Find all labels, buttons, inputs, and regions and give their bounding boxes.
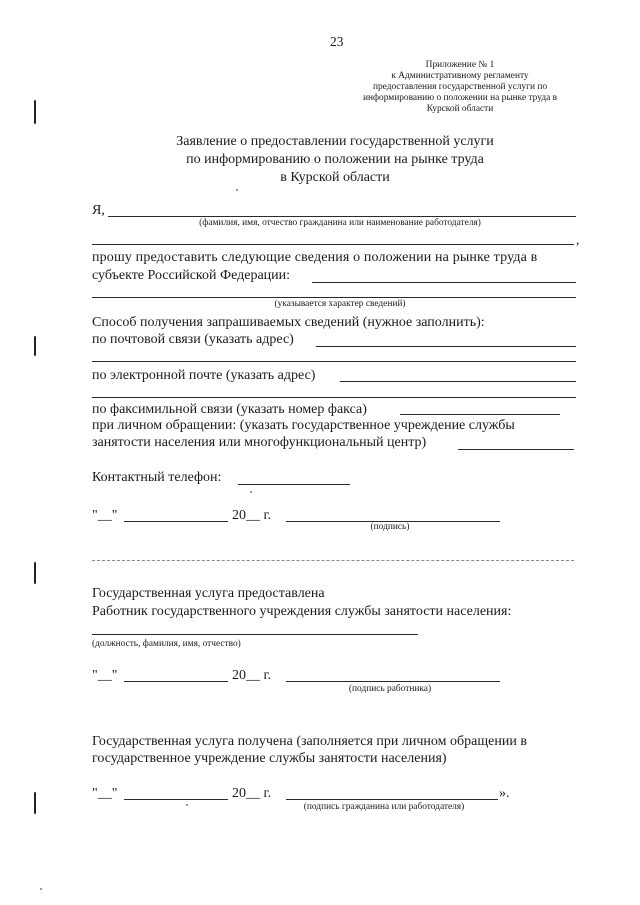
employee-hint: (должность, фамилия, имя, отчество) (92, 639, 241, 649)
document-title-line: по информированию о положении на рынке труда (186, 152, 484, 167)
phone-label: Контактный телефон: (92, 470, 222, 485)
section-separator (92, 560, 574, 561)
appendix-line: предоставления государственной услуги по (372, 82, 548, 92)
method-email-label: по электронной почте (указать адрес) (92, 368, 316, 383)
received-text: государственное учреждение службы занятости населения) (92, 751, 447, 766)
signature-hint: (подпись) (370, 522, 410, 532)
scan-mark (34, 792, 36, 814)
method-post-label: по почтовой связи (указать адрес) (92, 332, 294, 347)
received-text: Государственная услуга получена (заполняется при личном обращении в (92, 734, 527, 749)
closing-quote: ». (499, 786, 510, 801)
scan-mark (34, 562, 36, 584)
method-heading: Способ получения запрашиваемых сведений (нужное заполнить): (92, 315, 485, 330)
scan-mark (34, 100, 36, 124)
scan-mark (34, 336, 36, 356)
employee-line[interactable] (92, 634, 418, 635)
request-hint: (указывается характер сведений) (274, 299, 406, 309)
applicant-prefix: Я, (92, 203, 105, 218)
method-personal-text: занятости населения или многофункциональный центр) (92, 435, 427, 450)
appendix-line: Курской области (426, 104, 494, 114)
applicant-signature-line[interactable] (286, 799, 498, 800)
fax-number-line[interactable] (400, 414, 560, 415)
employee-signature-line[interactable] (286, 681, 500, 682)
provided-text: Работник государственного учреждения службы занятости населения: (92, 604, 512, 619)
request-details-line[interactable] (312, 282, 576, 283)
scan-speck (250, 491, 252, 493)
appendix-line: к Административному регламенту (391, 71, 529, 81)
scan-speck (236, 189, 238, 191)
request-text: прошу предоставить следующие сведения о положении на рынке труда в (92, 250, 538, 265)
method-fax-label: по факсимильной связи (указать номер факса) (92, 402, 367, 417)
date-day-quote: "__" (92, 668, 118, 683)
date-year: 20__ г. (232, 668, 272, 683)
applicant-name-line-2[interactable] (92, 244, 574, 245)
date-day-quote: "__" (92, 508, 118, 523)
provided-text: Государственная услуга предоставлена (92, 586, 325, 601)
date-year: 20__ г. (232, 786, 272, 801)
email-address-line[interactable] (340, 381, 576, 382)
phone-line[interactable] (238, 484, 350, 485)
post-address-line-2[interactable] (92, 361, 576, 362)
personal-center-line[interactable] (458, 449, 574, 450)
appendix-line: информированию о положении на рынке труда в (362, 93, 558, 103)
scan-speck (186, 804, 188, 806)
email-address-line-2[interactable] (92, 397, 576, 398)
method-personal-text: при личном обращении: (указать государственное учреждение службы (92, 418, 515, 433)
request-text: субъекте Российской Федерации: (92, 268, 291, 283)
date-month-line[interactable] (124, 681, 228, 682)
date-month-line[interactable] (124, 799, 228, 800)
post-address-line[interactable] (316, 346, 576, 347)
request-details-line-2[interactable] (92, 297, 576, 298)
applicant-hint: (фамилия, имя, отчество гражданина или наименование работодателя) (199, 218, 481, 228)
date-day-quote: "__" (92, 786, 118, 801)
appendix-line: Приложение № 1 (425, 60, 495, 70)
date-year: 20__ г. (232, 508, 272, 523)
document-title-line: в Курской области (280, 170, 390, 185)
applicant-signature-hint: (подпись гражданина или работодателя) (303, 802, 465, 812)
applicant-comma: , (576, 232, 580, 247)
applicant-name-line[interactable] (108, 216, 576, 217)
page-number: 23 (330, 34, 344, 49)
employee-signature-hint: (подпись работника) (348, 684, 432, 694)
scan-speck (40, 888, 42, 890)
date-month-line[interactable] (124, 521, 228, 522)
document-title-line: Заявление о предоставлении государственной услуги (176, 134, 494, 149)
